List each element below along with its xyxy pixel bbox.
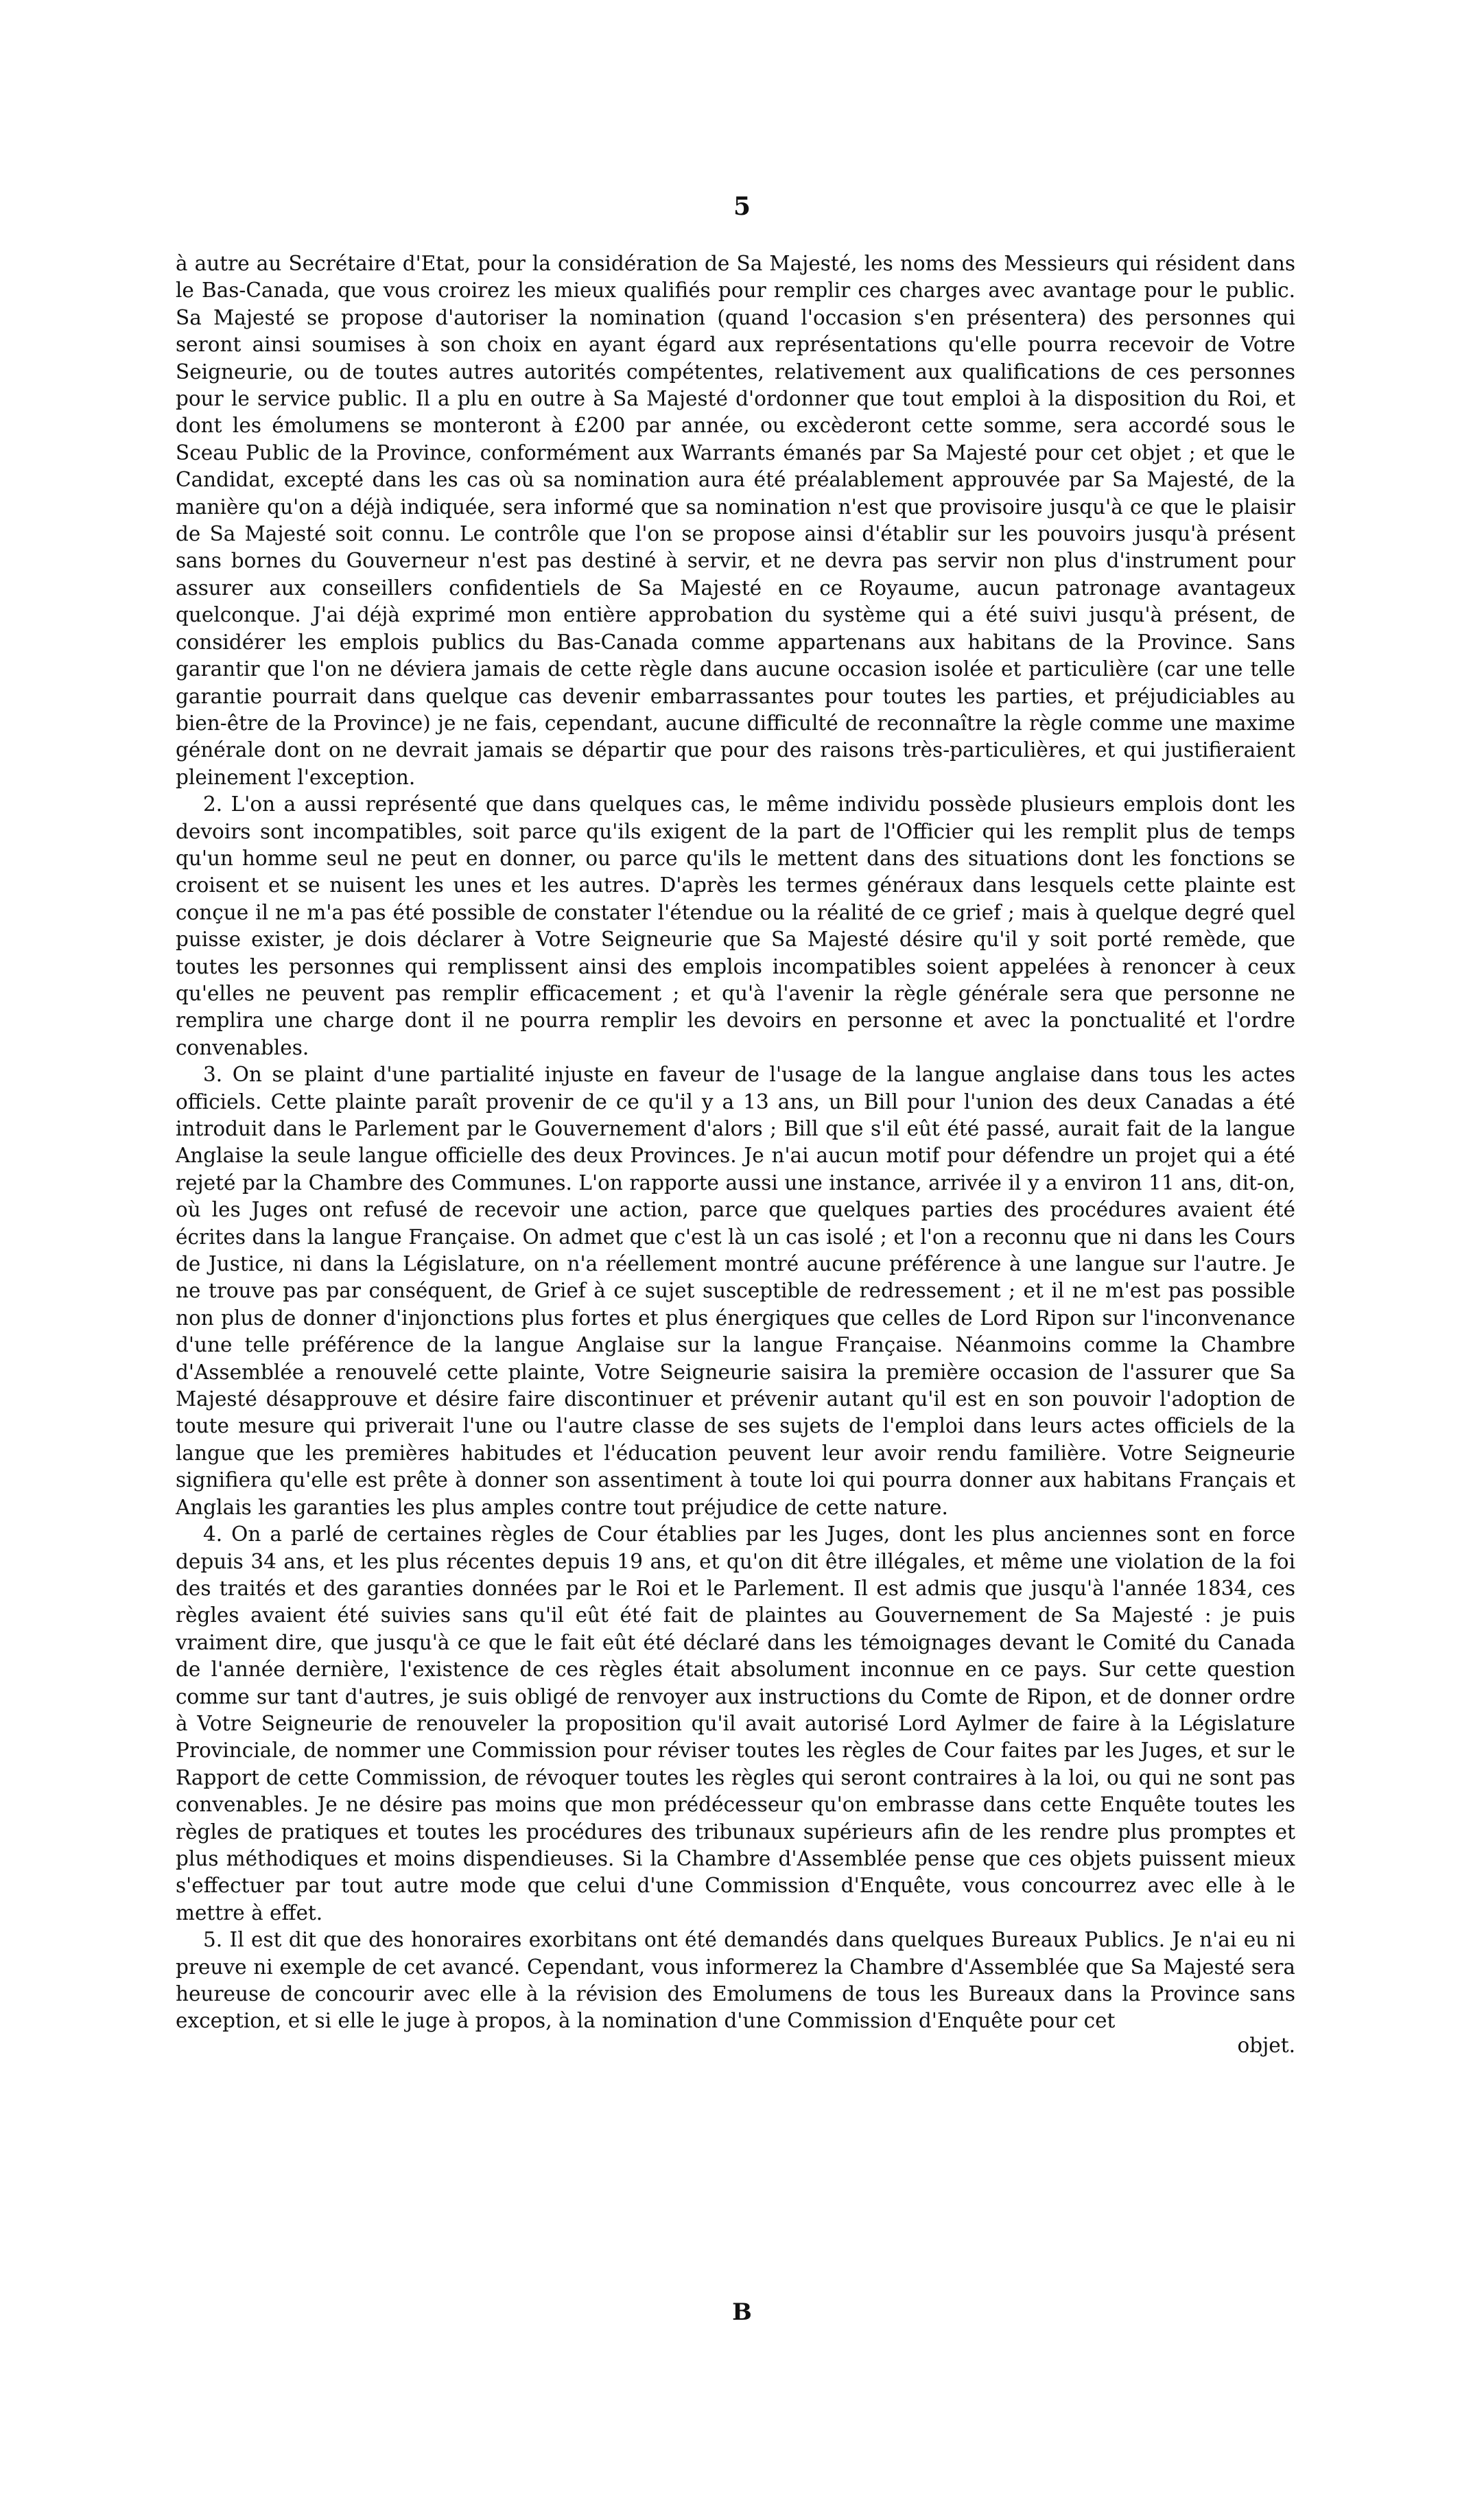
paragraph-intro: à autre au Secrétaire d'Etat, pour la considération de Sa Majesté, les noms des Messieurs qui résident dans le Bas-Canada, que vous croirez les mieux qualifiés pour remplir ces charges avec avantage pour le public. Sa Majesté se propose d'autoriser la nomination (quand l'occasion s'en présentera) des personnes qui seront ainsi soumises à son choix en ayant égard aux représentations qu'elle pourra recevoir de Votre Seigneurie, ou de toutes autres autorités compétentes, relativement aux qualifications de ces personnes pour le service public. Il a plu en outre à Sa Majesté d'ordonner que tout emploi à la disposition du Roi, et dont les émolumens se monteront à £200 par année, ou excèderont cette somme, sera accordé sous le Sceau Public de la Province, conformément aux Warrants émanés par Sa Majesté pour cet objet ; et que le Candidat, excepté dans les cas où sa nomination aura été préalablement approuvée par Sa Majesté, de la manière qu'on a déjà indiquée, sera informé que sa nomination n'est que provisoire jusqu'à ce que le plaisir de Sa Majesté soit connu. Le contrôle que l'on se propose ainsi d'établir sur les pouvoirs jusqu'à présent sans bornes du Gouverneur n'est pas destiné à servir, et ne devra pas servir non plus d'instrument pour assurer aux conseillers confidentiels de Sa Majesté en ce Royaume, aucun patronage avantageux quelconque. J'ai déjà exprimé mon entière approbation du système qui a été suivi jusqu'à présent, de considérer les emplois publics du Bas-Canada comme appartenans aux habitans de la Province. Sans garantir que l'on ne déviera jamais de cette règle dans aucune occasion isolée et particulière (car une telle garantie pourrait dans quelque cas devenir embarrassantes pour toutes les parties, et préjudiciables au bien-être de la Province) je ne fais, cependant, aucune difficulté de reconnaître la règle comme une maxime générale dont on ne devrait jamais se départir que pour des raisons très-particulières, et qui justifieraient pleinement l'exception. — [176, 252, 1295, 789]
paragraph-4: 4. On a parlé de certaines règles de Cour établies par les Juges, dont les plus anciennes sont en force depuis 34 ans, et les plus récentes depuis 19 ans, et qu'on dit être illégales, et même une violation de la foi des traités et des garanties données par le Roi et le Parlement. Il est admis que jusqu'à l'année 1834, ces règles avaient été suivies sans qu'il eût été fait de plaintes au Gouvernement de Sa Majesté : je puis vraiment dire, que jusqu'à ce que le fait eût été déclaré dans les témoignages devant le Comité du Canada de l'année dernière, l'existence de ces règles était absolument inconnue en ce pays. Sur cette question comme sur tant d'autres, je suis obligé de renvoyer aux instructions du Comte de Ripon, et de donner ordre à Votre Seigneurie de renouveler la proposition qu'il avait autorisé Lord Aylmer de faire à la Législature Provinciale, de nommer une Commission pour réviser toutes les règles de Cour faites par les Juges, et sur le Rapport de cette Commission, de révoquer toutes les règles qui seront contraires à la loi, ou qui ne sont pas convenables. Je ne désire pas moins que mon prédécesseur qu'on embrasse dans cette Enquête toutes les règles de pratiques et toutes les procédures des tribunaux supérieurs afin de les rendre plus promptes et plus méthodiques et moins dispendieuses. Si la Chambre d'Assemblée pense que ces objets puissent mieux s'effectuer par tout autre mode que celui d'une Commission d'Enquête, vous concourrez avec elle à le mettre à effet. — [176, 1522, 1295, 1925]
page-number: 5 — [733, 192, 751, 221]
paragraph-3: 3. On se plaint d'une partialité injuste en faveur de l'usage de la langue anglaise dans tous les actes officiels. Cette plainte paraît provenir de ce qu'il y a 13 ans, un Bill pour l'union des deux Canadas a été introduit dans le Parlement par le Gouvernement d'alors ; Bill que s'il eût été passé, aurait fait de la langue Anglaise la seule langue officielle des deux Provinces. Je n'ai aucun motif pour défendre un projet qui a été rejeté par la Chambre des Communes. L'on rapporte aussi une instance, arrivée il y a environ 11 ans, dit-on, où les Juges ont refusé de recevoir une action, parce que quelques parties des procédures avaient été écrites dans la langue Française. On admet que c'est là un cas isolé ; et l'on a reconnu que ni dans les Cours de Justice, ni dans la Législature, on n'a réellement montré aucune préférence à une langue sur l'autre. Je ne trouve pas par conséquent, de Grief à ce sujet susceptible de redressement ; et il ne m'est pas possible non plus de donner d'injonctions plus fortes et plus énergiques que celles de Lord Ripon sur l'inconvenance d'une telle préférence de la langue Anglaise sur la langue Française. Néanmoins comme la Chambre d'Assemblée a renouvelé cette plainte, Votre Seigneurie saisira la première occasion de l'assurer que Sa Majesté désapprouve et désire faire discontinuer et prévenir autant qu'il est en son pouvoir l'adoption de toute mesure qui priverait l'une ou l'autre classe de ses sujets de l'emploi dans leurs actes officiels de la langue que les premières habitudes et l'éducation peuvent leur avoir rendu familière. Votre Seigneurie signifiera qu'elle est prête à donner son assentiment à toute loi qui pourra donner aux habitans Français et Anglais les garanties les plus amples contre tout préjudice de cette nature. — [176, 1063, 1295, 1519]
paragraph-5: 5. Il est dit que des honoraires exorbitans ont été demandés dans quelques Bureaux Publics. Je n'ai eu ni preuve ni exemple de cet avancé. Cependant, vous informerez la Chambre d'Assemblée que Sa Majesté sera heureuse de concourir avec elle à la révision des Emolumens de tous les Bureaux dans la Province sans exception, et si elle le juge à propos, à la nomination d'une Commission d'Enquête pour cet — [176, 1928, 1295, 2033]
paragraph-5-final-word: objet. — [1237, 2033, 1295, 2057]
paragraph-2: 2. L'on a aussi représenté que dans quelques cas, le même individu possède plusieurs emplois dont les devoirs sont incompatibles, soit parce qu'ils exigent de la part de l'Officier qui les remplit plus de temps qu'un homme seul ne peut en donner, ou parce qu'ils le mettent dans des situations dont les fonctions se croisent et se nuisent les unes et les autres. D'après les termes généraux dans lesquels cette plainte est conçue il ne m'a pas été possible de constater l'étendue ou la réalité de ce grief ; mais à quelque degré quel puisse exister, je dois déclarer à Votre Seigneurie que Sa Majesté désire qu'il y soit porté remède, que toutes les personnes qui remplissent ainsi des emplois incompatibles soient appelées à renoncer à ceux qu'elles ne peuvent pas remplir efficacement ; et qu'à l'avenir la règle générale sera que personne ne remplira une charge dont il ne pourra remplir les devoirs en personne et avec la ponctualité et l'ordre convenables. — [176, 792, 1295, 1059]
signature-mark: B — [732, 2298, 752, 2326]
body-text — [176, 250, 1295, 2056]
